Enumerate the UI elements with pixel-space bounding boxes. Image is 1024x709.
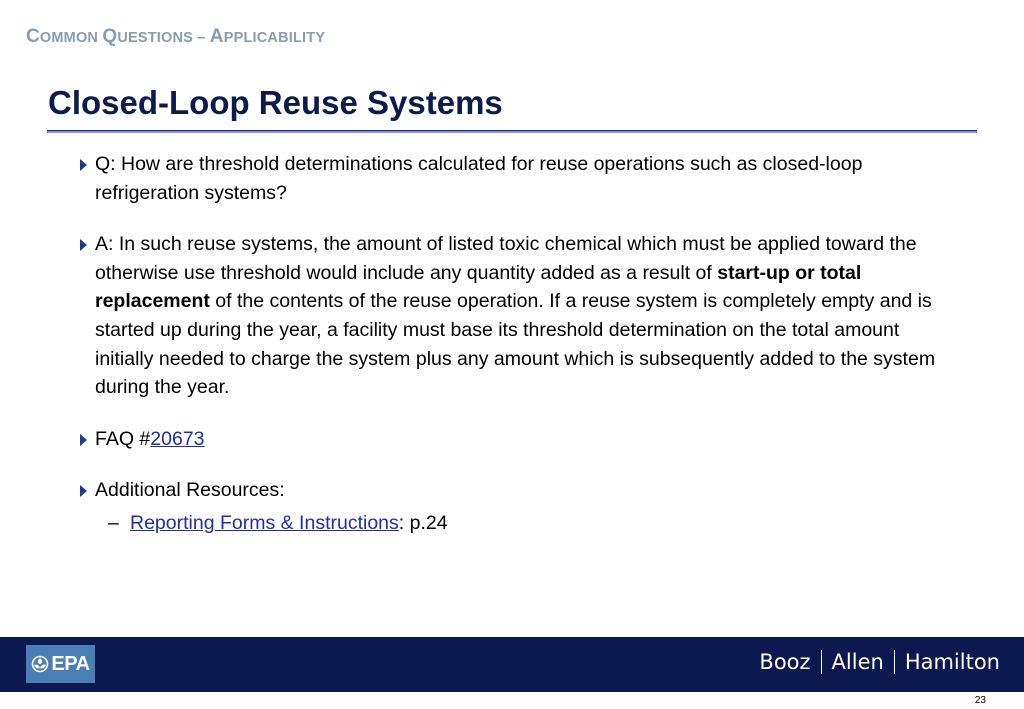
section-header-part: PPLICABILITY (223, 30, 326, 46)
bullet-question (80, 150, 960, 207)
resources-label: Additional Resources: (95, 479, 285, 502)
logo-word: Hamilton (904, 650, 1000, 674)
bullet-faq (80, 425, 960, 454)
reporting-forms-link[interactable]: Reporting Forms & Instructions (130, 511, 399, 534)
resource-page-ref: : p.24 (398, 511, 448, 534)
sub-bullet-resource (80, 509, 960, 538)
bullet-resources (80, 476, 960, 505)
bullet-arrow-icon (80, 159, 87, 171)
section-header (26, 26, 325, 48)
bullet-arrow-icon (80, 434, 87, 446)
title-divider (47, 130, 977, 133)
slide-content (80, 150, 960, 538)
section-header-part: Q (102, 26, 118, 47)
bullet-arrow-icon (80, 485, 87, 497)
sub-bullet-dash: – (108, 511, 119, 534)
logo-separator (821, 650, 822, 674)
faq-label: FAQ # (95, 427, 151, 450)
section-header-part: UESTIONS – (117, 30, 210, 46)
logo-word: Booz (759, 650, 811, 674)
booz-allen-hamilton-logo (759, 650, 1000, 674)
section-header-part: C (26, 26, 40, 47)
answer-text-end: of the contents of the reuse operation. If a reuse system is completely empty and is started up during the year, a facility must base its threshold determination on the total amount initially needed to charge the system plus any amount which is subsequently added to the system during the year. (95, 290, 936, 399)
epa-flower-icon (31, 655, 49, 673)
section-header-part: OMMON (39, 30, 103, 46)
slide-title: Closed-Loop Reuse Systems (48, 84, 503, 121)
section-header-part: A (209, 26, 224, 47)
answer-text-bold: start-up or total replacement (95, 261, 862, 313)
question-text: Q: How are threshold determinations calculated for reuse operations such as closed-loop refrigeration systems? (95, 153, 863, 204)
bullet-answer (80, 230, 960, 402)
logo-word: Allen (831, 650, 884, 674)
footer-bar (0, 637, 1024, 692)
epa-logo (26, 645, 95, 683)
answer-text-start: A: In such reuse systems, the amount of listed toxic chemical which must be applied toward the otherwise use threshold would include any quantity added as a result of (95, 233, 917, 284)
faq-link[interactable]: 20673 (150, 427, 205, 450)
epa-logo-text: EPA (51, 652, 90, 675)
bullet-arrow-icon (80, 239, 87, 251)
logo-separator (894, 650, 895, 674)
page-number: 23 (974, 695, 986, 706)
